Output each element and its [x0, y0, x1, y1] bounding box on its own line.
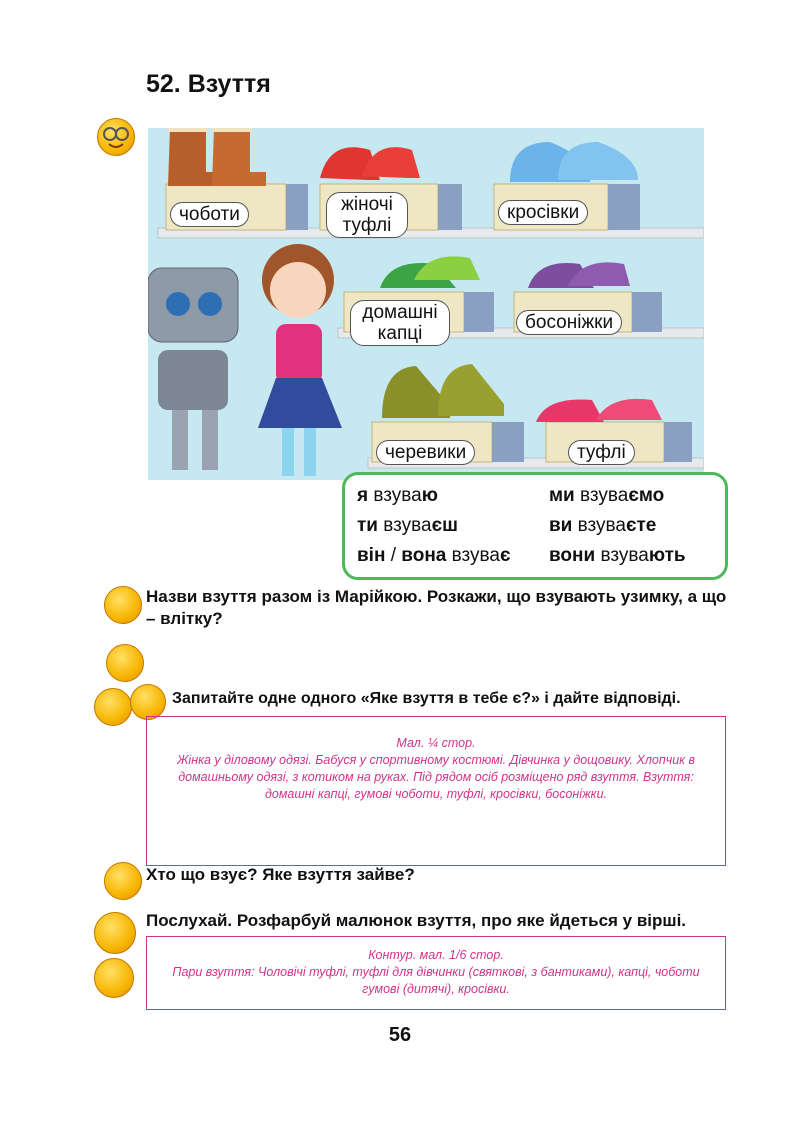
label-kaptsi — [350, 300, 450, 346]
conj-row-vony — [549, 545, 686, 567]
label-bosonizhky: босоніжки — [516, 310, 622, 335]
verb-stem: взува — [580, 485, 629, 506]
conjugation-box — [342, 472, 728, 580]
smiley-pointing-icon — [106, 644, 144, 682]
task-who-wears: Хто що взує? Яке взуття зайве? — [146, 865, 415, 884]
verb-stem: взува — [595, 545, 649, 566]
pronoun-vony: вони — [549, 545, 596, 566]
verb-ending: єте — [625, 515, 657, 536]
smiley-microphone-icon — [104, 862, 142, 900]
verb-stem: взува — [373, 485, 422, 506]
label-krosivky: кросівки — [498, 200, 588, 225]
task-listen-color: Послухай. Розфарбуй малюнок взуття, про яке йдеться у вірші. — [146, 911, 687, 930]
verb-ending: ю — [421, 485, 438, 506]
smiley-pair-right-icon — [130, 684, 166, 720]
label-zhinochi-text: жіночі туфлі — [341, 194, 393, 236]
pronoun-ya: я — [357, 485, 369, 506]
verb-ending: є — [499, 545, 511, 566]
note-caption: Мал. ¼ стор. — [396, 736, 476, 750]
verb-ending: ємо — [628, 485, 665, 506]
verb-ending: єш — [431, 515, 458, 536]
note-text: Жінка у діловому одязі. Бабуся у спортивному костюмі. Дівчинка у дощовику. Хлопчик в домашньому одязі, з котиком на руках. Під рядом осіб розміщено ряд взуття. Взуття: домашні капці, гумові чоботи, туфлі, кросівки, босоніжки. — [176, 753, 696, 801]
smiley-microphone-icon — [104, 586, 142, 624]
task-name-shoes: Назви взуття разом із Марійкою. Розкажи, що взувають узимку, а що – влітку? — [146, 587, 727, 628]
page-number: 56 — [388, 1024, 412, 1046]
verb-stem: взува — [383, 515, 432, 536]
conj-row-vin — [357, 545, 510, 567]
conj-row-vy — [549, 515, 656, 537]
pronoun-vin: він — [357, 545, 386, 566]
conj-row-my — [549, 485, 664, 507]
pronoun-vy: ви — [549, 515, 573, 536]
page-title: 52. Взуття — [146, 70, 271, 98]
verb-stem: взува — [446, 545, 500, 566]
smiley-magnifier-icon — [97, 118, 135, 156]
pronoun-my: ми — [549, 485, 575, 506]
shoe-shop-illustration — [148, 128, 704, 480]
smiley-glasses-icon — [94, 958, 134, 998]
verb-stem: взува — [577, 515, 626, 536]
smiley-headphones-icon — [94, 912, 136, 954]
image-description-note — [146, 716, 726, 866]
note2-text: Пари взуття: Чоловічі туфлі, туфлі для дівчинки (святкові, з бантиками), капці, чоботи гумові (дитячі), кросівки. — [172, 965, 700, 996]
verb-ending: ють — [648, 545, 686, 566]
label-chobity: чоботи — [170, 202, 249, 227]
contour-picture-note — [146, 936, 726, 1010]
label-tufli: туфлі — [568, 440, 635, 465]
conj-row-ty — [357, 515, 458, 537]
label-cherevyky: черевики — [376, 440, 475, 465]
separator: / — [385, 545, 402, 566]
label-zhinochi-tufli — [326, 192, 408, 238]
note2-caption: Контур. мал. 1/6 стор. — [368, 948, 504, 962]
label-kaptsi-text: домашні капці — [362, 302, 438, 344]
task-ask-each-other: Запитайте одне одного «Яке взуття в тебе є?» і дайте відповіді. — [172, 690, 681, 707]
pronoun-vona: вона — [401, 545, 447, 566]
conj-row-ya — [357, 485, 438, 507]
smiley-pair-left-icon — [94, 688, 132, 726]
pronoun-ty: ти — [357, 515, 378, 536]
